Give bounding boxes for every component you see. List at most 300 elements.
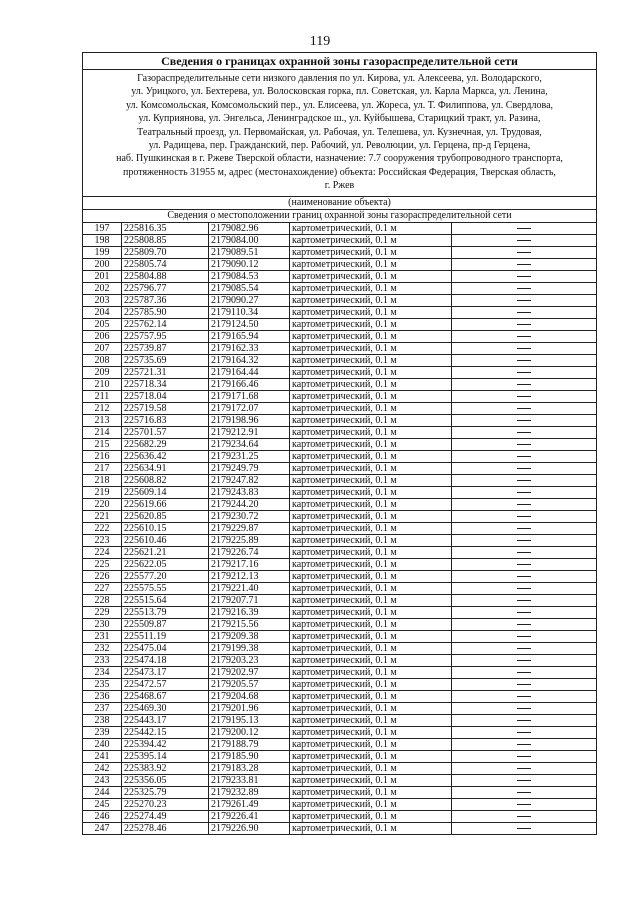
- description-line: ул. Урицкого, ул. Бехтерева, ул. Волосковская горка, пл. Советская, ул. Карла Маркса, ул. Ленина,: [131, 86, 548, 98]
- y-coordinate-cell: 2179249.79: [209, 462, 290, 474]
- y-coordinate-cell: 2179089.51: [209, 246, 290, 258]
- method-cell: картометрический, 0.1 м: [290, 546, 452, 558]
- point-number-cell: 205: [83, 318, 122, 330]
- method-cell: картометрический, 0.1 м: [290, 630, 452, 642]
- method-cell: картометрический, 0.1 м: [290, 366, 452, 378]
- method-cell: картометрический, 0.1 м: [290, 342, 452, 354]
- y-coordinate-cell: 2179217.16: [209, 558, 290, 570]
- x-coordinate-cell: 225804.88: [122, 270, 209, 282]
- method-cell: картометрический, 0.1 м: [290, 438, 452, 450]
- table-row: [83, 438, 596, 450]
- method-cell: картометрический, 0.1 м: [290, 822, 452, 834]
- dash-mark: [517, 804, 531, 805]
- description-line: г. Ржев: [324, 180, 355, 192]
- dash-mark: [517, 480, 531, 481]
- description-cell: [452, 810, 597, 822]
- y-coordinate-cell: 2179162.33: [209, 342, 290, 354]
- dash-mark: [517, 744, 531, 745]
- x-coordinate-cell: 225816.35: [122, 223, 209, 235]
- point-number-cell: 197: [83, 223, 122, 235]
- x-coordinate-cell: 225442.15: [122, 726, 209, 738]
- description-cell: [452, 426, 597, 438]
- point-number-cell: 201: [83, 270, 122, 282]
- x-coordinate-cell: 225620.85: [122, 510, 209, 522]
- description-line: наб. Пушкинская в г. Ржеве Тверской области, назначение: 7.7 сооружения трубопроводного транспорта,: [116, 153, 563, 165]
- dash-mark: [517, 396, 531, 397]
- method-cell: картометрический, 0.1 м: [290, 390, 452, 402]
- method-cell: картометрический, 0.1 м: [290, 594, 452, 606]
- point-number-cell: 241: [83, 750, 122, 762]
- point-number-cell: 208: [83, 354, 122, 366]
- dash-mark: [517, 384, 531, 385]
- y-coordinate-cell: 2179198.96: [209, 414, 290, 426]
- description-cell: [452, 378, 597, 390]
- y-coordinate-cell: 2179225.89: [209, 534, 290, 546]
- table-row: [83, 702, 596, 714]
- dash-mark: [517, 300, 531, 301]
- x-coordinate-cell: 225762.14: [122, 318, 209, 330]
- object-description: [83, 70, 596, 197]
- method-cell: картометрический, 0.1 м: [290, 522, 452, 534]
- y-coordinate-cell: 2179226.41: [209, 810, 290, 822]
- x-coordinate-cell: 225785.90: [122, 306, 209, 318]
- y-coordinate-cell: 2179243.83: [209, 486, 290, 498]
- y-coordinate-cell: 2179172.07: [209, 402, 290, 414]
- point-number-cell: 247: [83, 822, 122, 834]
- y-coordinate-cell: 2179110.34: [209, 306, 290, 318]
- table-row: [83, 234, 596, 246]
- description-cell: [452, 822, 597, 834]
- coordinates-table: [83, 223, 596, 834]
- y-coordinate-cell: 2179226.74: [209, 546, 290, 558]
- y-coordinate-cell: 2179124.50: [209, 318, 290, 330]
- dash-mark: [517, 324, 531, 325]
- table-row: [83, 810, 596, 822]
- method-cell: картометрический, 0.1 м: [290, 414, 452, 426]
- point-number-cell: 227: [83, 582, 122, 594]
- dash-mark: [517, 240, 531, 241]
- description-cell: [452, 318, 597, 330]
- point-number-cell: 211: [83, 390, 122, 402]
- point-number-cell: 200: [83, 258, 122, 270]
- method-cell: картометрический, 0.1 м: [290, 294, 452, 306]
- method-cell: картометрический, 0.1 м: [290, 306, 452, 318]
- point-number-cell: 209: [83, 366, 122, 378]
- x-coordinate-cell: 225809.70: [122, 246, 209, 258]
- point-number-cell: 203: [83, 294, 122, 306]
- description-cell: [452, 618, 597, 630]
- method-cell: картометрический, 0.1 м: [290, 558, 452, 570]
- description-cell: [452, 270, 597, 282]
- x-coordinate-cell: 225739.87: [122, 342, 209, 354]
- y-coordinate-cell: 2179207.71: [209, 594, 290, 606]
- point-number-cell: 235: [83, 678, 122, 690]
- dash-mark: [517, 492, 531, 493]
- point-number-cell: 238: [83, 714, 122, 726]
- description-cell: [452, 702, 597, 714]
- dash-mark: [517, 456, 531, 457]
- point-number-cell: 217: [83, 462, 122, 474]
- y-coordinate-cell: 2179244.20: [209, 498, 290, 510]
- method-cell: картометрический, 0.1 м: [290, 498, 452, 510]
- point-number-cell: 204: [83, 306, 122, 318]
- description-cell: [452, 450, 597, 462]
- y-coordinate-cell: 2179090.27: [209, 294, 290, 306]
- y-coordinate-cell: 2179200.12: [209, 726, 290, 738]
- x-coordinate-cell: 225716.83: [122, 414, 209, 426]
- dash-mark: [517, 468, 531, 469]
- method-cell: картометрический, 0.1 м: [290, 354, 452, 366]
- description-line: ул. Радищева, пер. Гражданский, пер. Рабочий, ул. Революции, ул. Герцена, пр-д Герцена,: [148, 140, 531, 152]
- dash-mark: [517, 348, 531, 349]
- description-cell: [452, 534, 597, 546]
- point-number-cell: 232: [83, 642, 122, 654]
- description-cell: [452, 750, 597, 762]
- method-cell: картометрический, 0.1 м: [290, 570, 452, 582]
- table-row: [83, 714, 596, 726]
- point-number-cell: 233: [83, 654, 122, 666]
- y-coordinate-cell: 2179166.46: [209, 378, 290, 390]
- dash-mark: [517, 624, 531, 625]
- description-cell: [452, 594, 597, 606]
- point-number-cell: 202: [83, 282, 122, 294]
- dash-mark: [517, 720, 531, 721]
- table-row: [83, 450, 596, 462]
- point-number-cell: 212: [83, 402, 122, 414]
- y-coordinate-cell: 2179204.68: [209, 690, 290, 702]
- table-row: [83, 594, 596, 606]
- method-cell: картометрический, 0.1 м: [290, 510, 452, 522]
- table-row: [83, 474, 596, 486]
- dash-mark: [517, 828, 531, 829]
- dash-mark: [517, 660, 531, 661]
- dash-mark: [517, 336, 531, 337]
- y-coordinate-cell: 2179216.39: [209, 606, 290, 618]
- dash-mark: [517, 372, 531, 373]
- method-cell: картометрический, 0.1 м: [290, 762, 452, 774]
- y-coordinate-cell: 2179164.32: [209, 354, 290, 366]
- method-cell: картометрический, 0.1 м: [290, 462, 452, 474]
- point-number-cell: 206: [83, 330, 122, 342]
- description-cell: [452, 462, 597, 474]
- point-number-cell: 218: [83, 474, 122, 486]
- method-cell: картометрический, 0.1 м: [290, 702, 452, 714]
- dash-mark: [517, 444, 531, 445]
- y-coordinate-cell: 2179085.54: [209, 282, 290, 294]
- table-row: [83, 582, 596, 594]
- x-coordinate-cell: 225515.64: [122, 594, 209, 606]
- description-cell: [452, 282, 597, 294]
- table-row: [83, 390, 596, 402]
- point-number-cell: 221: [83, 510, 122, 522]
- table-row: [83, 378, 596, 390]
- dash-mark: [517, 732, 531, 733]
- dash-mark: [517, 708, 531, 709]
- table-row: [83, 330, 596, 342]
- x-coordinate-cell: 225270.23: [122, 798, 209, 810]
- y-coordinate-cell: 2179234.64: [209, 438, 290, 450]
- y-coordinate-cell: 2179183.28: [209, 762, 290, 774]
- x-coordinate-cell: 225682.29: [122, 438, 209, 450]
- dash-mark: [517, 276, 531, 277]
- point-number-cell: 237: [83, 702, 122, 714]
- x-coordinate-cell: 225472.57: [122, 678, 209, 690]
- description-cell: [452, 690, 597, 702]
- method-cell: картометрический, 0.1 м: [290, 774, 452, 786]
- description-cell: [452, 223, 597, 235]
- point-number-cell: 199: [83, 246, 122, 258]
- y-coordinate-cell: 2179090.12: [209, 258, 290, 270]
- point-number-cell: 210: [83, 378, 122, 390]
- description-line: протяженность 31955 м, адрес (местонахождение) объекта: Российская Федерация, Тверская область,: [123, 166, 556, 178]
- y-coordinate-cell: 2179203.23: [209, 654, 290, 666]
- dash-mark: [517, 648, 531, 649]
- description-cell: [452, 258, 597, 270]
- y-coordinate-cell: 2179212.13: [209, 570, 290, 582]
- description-cell: [452, 522, 597, 534]
- table-row: [83, 522, 596, 534]
- description-cell: [452, 366, 597, 378]
- dash-mark: [517, 672, 531, 673]
- dash-mark: [517, 552, 531, 553]
- table-row: [83, 774, 596, 786]
- description-cell: [452, 678, 597, 690]
- description-cell: [452, 630, 597, 642]
- description-line: Газораспределительные сети низкого давления по ул. Кирова, ул. Алексеева, ул. Володарского,: [137, 73, 542, 84]
- point-number-cell: 242: [83, 762, 122, 774]
- y-coordinate-cell: 2179215.56: [209, 618, 290, 630]
- method-cell: картометрический, 0.1 м: [290, 726, 452, 738]
- y-coordinate-cell: 2179233.81: [209, 774, 290, 786]
- y-coordinate-cell: 2179084.53: [209, 270, 290, 282]
- method-cell: картометрический, 0.1 м: [290, 738, 452, 750]
- table-row: [83, 570, 596, 582]
- x-coordinate-cell: 225469.30: [122, 702, 209, 714]
- description-cell: [452, 606, 597, 618]
- description-cell: [452, 438, 597, 450]
- dash-mark: [517, 600, 531, 601]
- description-cell: [452, 774, 597, 786]
- x-coordinate-cell: 225278.46: [122, 822, 209, 834]
- x-coordinate-cell: 225473.17: [122, 666, 209, 678]
- point-number-cell: 207: [83, 342, 122, 354]
- y-coordinate-cell: 2179261.49: [209, 798, 290, 810]
- method-cell: картометрический, 0.1 м: [290, 786, 452, 798]
- table-row: [83, 642, 596, 654]
- table-row: [83, 282, 596, 294]
- x-coordinate-cell: 225577.20: [122, 570, 209, 582]
- table-row: [83, 258, 596, 270]
- y-coordinate-cell: 2179226.90: [209, 822, 290, 834]
- point-number-cell: 226: [83, 570, 122, 582]
- table-row: [83, 690, 596, 702]
- x-coordinate-cell: 225356.05: [122, 774, 209, 786]
- x-coordinate-cell: 225513.79: [122, 606, 209, 618]
- x-coordinate-cell: 225575.55: [122, 582, 209, 594]
- method-cell: картометрический, 0.1 м: [290, 223, 452, 235]
- x-coordinate-cell: 225701.57: [122, 426, 209, 438]
- x-coordinate-cell: 225610.15: [122, 522, 209, 534]
- method-cell: картометрический, 0.1 м: [290, 486, 452, 498]
- dash-mark: [517, 768, 531, 769]
- point-number-cell: 229: [83, 606, 122, 618]
- point-number-cell: 230: [83, 618, 122, 630]
- description-cell: [452, 354, 597, 366]
- y-coordinate-cell: 2179230.72: [209, 510, 290, 522]
- x-coordinate-cell: 225636.42: [122, 450, 209, 462]
- description-cell: [452, 798, 597, 810]
- method-cell: картометрический, 0.1 м: [290, 642, 452, 654]
- dash-mark: [517, 264, 531, 265]
- method-cell: картометрический, 0.1 м: [290, 798, 452, 810]
- table-row: [83, 246, 596, 258]
- dash-mark: [517, 816, 531, 817]
- x-coordinate-cell: 225610.46: [122, 534, 209, 546]
- method-cell: картометрический, 0.1 м: [290, 450, 452, 462]
- method-cell: картометрический, 0.1 м: [290, 270, 452, 282]
- table-row: [83, 798, 596, 810]
- method-cell: картометрический, 0.1 м: [290, 666, 452, 678]
- table-row: [83, 270, 596, 282]
- method-cell: картометрический, 0.1 м: [290, 246, 452, 258]
- dash-mark: [517, 576, 531, 577]
- method-cell: картометрический, 0.1 м: [290, 582, 452, 594]
- method-cell: картометрический, 0.1 м: [290, 534, 452, 546]
- description-cell: [452, 570, 597, 582]
- y-coordinate-cell: 2179084.00: [209, 234, 290, 246]
- table-row: [83, 426, 596, 438]
- x-coordinate-cell: 225619.66: [122, 498, 209, 510]
- table-row: [83, 822, 596, 834]
- method-cell: картометрический, 0.1 м: [290, 402, 452, 414]
- table-row: [83, 294, 596, 306]
- description-cell: [452, 546, 597, 558]
- dash-mark: [517, 360, 531, 361]
- table-row: [83, 498, 596, 510]
- description-cell: [452, 786, 597, 798]
- x-coordinate-cell: 225757.95: [122, 330, 209, 342]
- x-coordinate-cell: 225796.77: [122, 282, 209, 294]
- description-cell: [452, 294, 597, 306]
- y-coordinate-cell: 2179212.91: [209, 426, 290, 438]
- point-number-cell: 222: [83, 522, 122, 534]
- dash-mark: [517, 516, 531, 517]
- y-coordinate-cell: 2179205.57: [209, 678, 290, 690]
- method-cell: картометрический, 0.1 м: [290, 234, 452, 246]
- x-coordinate-cell: 225468.67: [122, 690, 209, 702]
- x-coordinate-cell: 225719.58: [122, 402, 209, 414]
- x-coordinate-cell: 225511.19: [122, 630, 209, 642]
- table-row: [83, 223, 596, 235]
- y-coordinate-cell: 2179199.38: [209, 642, 290, 654]
- description-cell: [452, 654, 597, 666]
- table-row: [83, 762, 596, 774]
- method-cell: картометрический, 0.1 м: [290, 282, 452, 294]
- description-cell: [452, 510, 597, 522]
- description-cell: [452, 582, 597, 594]
- dash-mark: [517, 288, 531, 289]
- table-row: [83, 414, 596, 426]
- point-number-cell: 246: [83, 810, 122, 822]
- table-row: [83, 306, 596, 318]
- dash-mark: [517, 420, 531, 421]
- table-row: [83, 486, 596, 498]
- y-coordinate-cell: 2179209.38: [209, 630, 290, 642]
- y-coordinate-cell: 2179232.89: [209, 786, 290, 798]
- x-coordinate-cell: 225509.87: [122, 618, 209, 630]
- x-coordinate-cell: 225474.18: [122, 654, 209, 666]
- point-number-cell: 228: [83, 594, 122, 606]
- table-row: [83, 546, 596, 558]
- dash-mark: [517, 588, 531, 589]
- x-coordinate-cell: 225608.82: [122, 474, 209, 486]
- dash-mark: [517, 540, 531, 541]
- document-title: Сведения о границах охранной зоны газораспределительной сети: [83, 53, 596, 70]
- x-coordinate-cell: 225621.21: [122, 546, 209, 558]
- table-row: [83, 558, 596, 570]
- x-coordinate-cell: 225395.14: [122, 750, 209, 762]
- page-number: 119: [309, 34, 331, 49]
- x-coordinate-cell: 225622.05: [122, 558, 209, 570]
- point-number-cell: 215: [83, 438, 122, 450]
- method-cell: картометрический, 0.1 м: [290, 750, 452, 762]
- y-coordinate-cell: 2179195.13: [209, 714, 290, 726]
- table-row: [83, 534, 596, 546]
- description-cell: [452, 342, 597, 354]
- description-cell: [452, 486, 597, 498]
- table-row: [83, 678, 596, 690]
- y-coordinate-cell: 2179229.87: [209, 522, 290, 534]
- description-cell: [452, 474, 597, 486]
- dash-mark: [517, 528, 531, 529]
- description-cell: [452, 498, 597, 510]
- description-cell: [452, 726, 597, 738]
- point-number-cell: 245: [83, 798, 122, 810]
- dash-mark: [517, 408, 531, 409]
- point-number-cell: 239: [83, 726, 122, 738]
- table-row: [83, 666, 596, 678]
- dash-mark: [517, 756, 531, 757]
- x-coordinate-cell: 225325.79: [122, 786, 209, 798]
- table-row: [83, 630, 596, 642]
- dash-mark: [517, 792, 531, 793]
- method-cell: картометрический, 0.1 м: [290, 654, 452, 666]
- table-row: [83, 342, 596, 354]
- x-coordinate-cell: 225805.74: [122, 258, 209, 270]
- description-cell: [452, 738, 597, 750]
- dash-mark: [517, 564, 531, 565]
- x-coordinate-cell: 225475.04: [122, 642, 209, 654]
- x-coordinate-cell: 225718.04: [122, 390, 209, 402]
- y-coordinate-cell: 2179221.40: [209, 582, 290, 594]
- x-coordinate-cell: 225718.34: [122, 378, 209, 390]
- x-coordinate-cell: 225721.31: [122, 366, 209, 378]
- table-row: [83, 354, 596, 366]
- point-number-cell: 214: [83, 426, 122, 438]
- method-cell: картометрический, 0.1 м: [290, 618, 452, 630]
- x-coordinate-cell: 225735.69: [122, 354, 209, 366]
- x-coordinate-cell: 225634.91: [122, 462, 209, 474]
- method-cell: картометрический, 0.1 м: [290, 678, 452, 690]
- table-row: [83, 738, 596, 750]
- dash-mark: [517, 696, 531, 697]
- table-row: [83, 510, 596, 522]
- table-row: [83, 318, 596, 330]
- y-coordinate-cell: 2179171.68: [209, 390, 290, 402]
- y-coordinate-cell: 2179165.94: [209, 330, 290, 342]
- table-row: [83, 402, 596, 414]
- point-number-cell: 223: [83, 534, 122, 546]
